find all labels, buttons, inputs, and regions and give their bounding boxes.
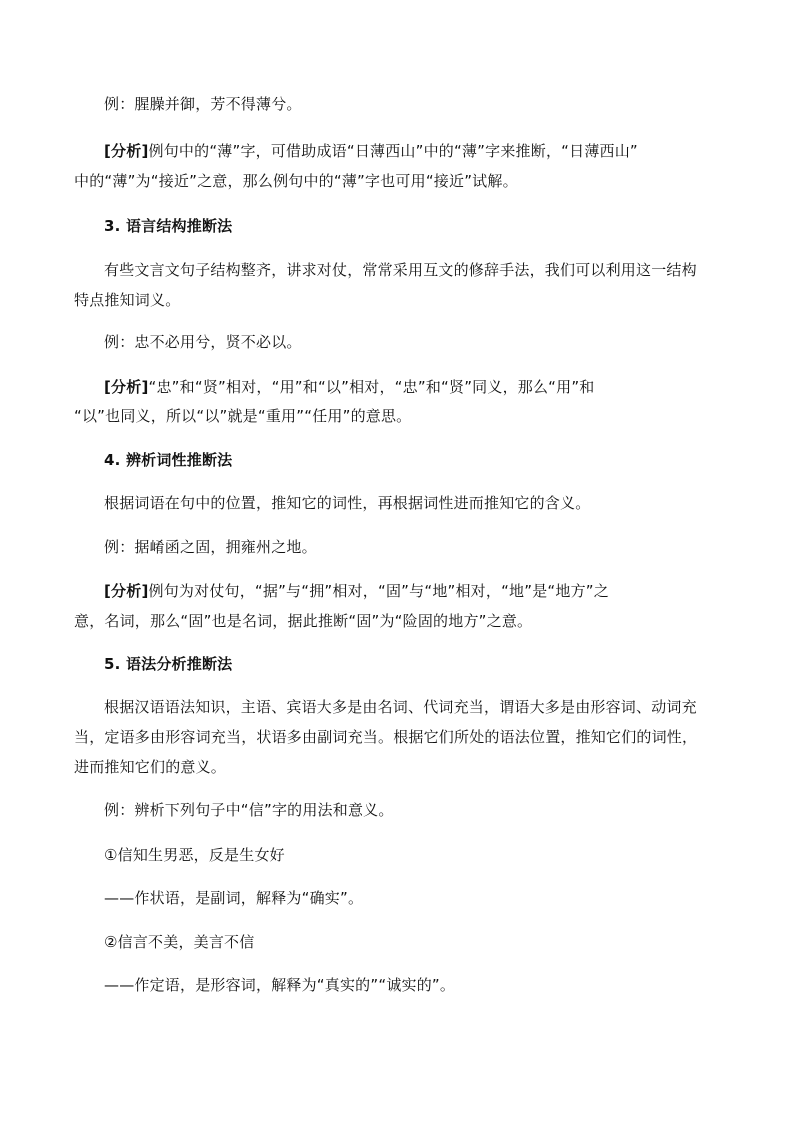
example-sentence: 例：忠不必用兮，贤不必以。 [104, 333, 302, 351]
example-item: ②信言不美，美言不信 [104, 933, 255, 951]
analysis-paragraph-line [104, 141, 638, 161]
analysis-paragraph-line [104, 581, 609, 601]
analysis-tag: [分析] [104, 142, 149, 160]
body-paragraph-line: 进而推知它们的意义。 [74, 758, 227, 776]
example-explanation: ——作状语，是副词，解释为“确实”。 [104, 889, 364, 907]
analysis-paragraph-line: 意，名词，那么“固”也是名词，据此推断“固”为“险固的地方”之意。 [74, 612, 533, 630]
analysis-tag: [分析] [104, 378, 149, 396]
analysis-text: 例句为对仗句，“据”与“拥”相对，“固”与“地”相对，“地”是“地方”之 [148, 582, 609, 600]
analysis-paragraph-line [104, 377, 595, 397]
analysis-text: 例句中的“薄”字，可借助成语“日薄西山”中的“薄”字来推断，“日薄西山” [148, 142, 638, 160]
example-sentence: 例：腥臊并御，芳不得薄兮。 [104, 95, 302, 113]
body-paragraph-line: 有些文言文句子结构整齐，讲求对仗，常常采用互文的修辞手法，我们可以利用这一结构 [104, 261, 697, 279]
body-paragraph-line: 特点推知词义。 [74, 291, 181, 309]
example-sentence: 例：据崤函之固，拥雍州之地。 [104, 538, 317, 556]
section-heading: 3. 语言结构推断法 [104, 217, 233, 235]
analysis-text: “忠”和“贤”相对，“用”和“以”相对，“忠”和“贤”同义，那么“用”和 [148, 378, 595, 396]
body-paragraph-line: 当，定语多由形容词充当，状语多由副词充当。根据它们所处的语法位置，推知它们的词性， [74, 728, 698, 746]
section-heading: 4. 辨析词性推断法 [104, 451, 233, 469]
body-paragraph-line: 根据词语在句中的位置，推知它的词性，再根据词性进而推知它的含义。 [104, 494, 591, 512]
section-heading: 5. 语法分析推断法 [104, 655, 233, 673]
example-sentence: 例：辨析下列句子中“信”字的用法和意义。 [104, 801, 394, 819]
example-item: ①信知生男恶，反是生女好 [104, 846, 285, 864]
body-paragraph-line: 根据汉语语法知识，主语、宾语大多是由名词、代词充当，谓语大多是由形容词、动词充 [104, 698, 697, 716]
analysis-tag: [分析] [104, 582, 149, 600]
example-explanation: ——作定语，是形容词，解释为“真实的”“诚实的”。 [104, 976, 456, 994]
analysis-paragraph-line: “以”也同义，所以“以”就是“重用”“任用”的意思。 [74, 407, 412, 425]
analysis-paragraph-line: 中的“薄”为“接近”之意，那么例句中的“薄”字也可用“接近”试解。 [74, 172, 518, 190]
